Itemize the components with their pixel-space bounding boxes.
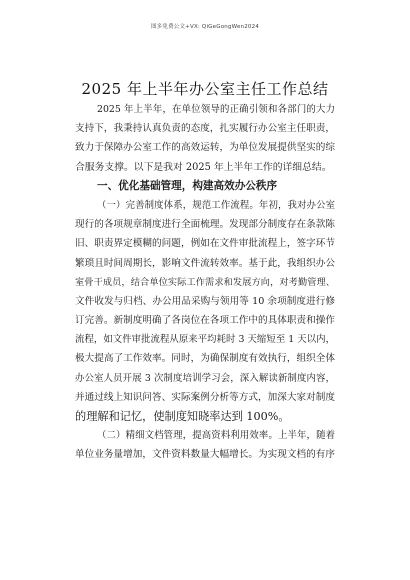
body-line: 办公室人员开展 3 次制度培训学习会，深入解读新制度内容，	[75, 372, 335, 384]
body-line: 极大提高了工作效率。同时，为确保制度有效执行，组织全体	[75, 353, 335, 365]
body-line: 室骨干成员，结合单位实际工作需求和发展方向，对考勤管理、	[75, 276, 335, 288]
body-line: 合服务支撑。以下是我对 2025 年上半年工作的详细总结。	[75, 161, 332, 173]
document-body	[75, 100, 335, 465]
body-line: 订完善。新制度明确了各岗位在各项工作中的具体职责和操作	[75, 315, 335, 327]
body-line: 流程，如文件审批流程从原来平均耗时 3 天缩短至 1 天以内，	[75, 334, 335, 346]
body-line: 支持下，我秉持认真负责的态度，扎实履行办公室主任职责，	[75, 123, 335, 135]
body-line: 致力于保障办公室工作的高效运转，为单位发展提供坚实的综	[75, 142, 335, 154]
body-line: 旧、职责界定模糊的问题，例如在文件审批流程上，签字环节	[75, 238, 335, 250]
body-line: 并通过线上知识问答、实际案例分析等方式，加深大家对制度	[75, 391, 335, 403]
body-line: （二）精细文档管理，提高资料利用效率。上半年，随着	[97, 430, 335, 442]
body-line: 文件收发与归档、办公用品采购与领用等 10 余项制度进行修	[75, 295, 335, 307]
section-heading: 一、优化基础管理，构建高效办公秩序	[97, 179, 278, 192]
body-line: 的理解和记忆，使制度知晓率达到 100%。	[75, 410, 290, 423]
body-line: 繁琐且时间周期长，影响文件流转效率。基于此，我组织办公	[75, 257, 335, 269]
body-line: 2025 年上半年，在单位领导的正确引领和各部门的大力	[97, 104, 335, 115]
body-line: （一）完善制度体系，规范工作流程。年初，我对办公室	[97, 199, 335, 211]
header-note: 图多免费公文+VX: QiGeGongWen2024	[150, 24, 260, 30]
body-line: 单位业务量增加，文件资料数量大幅增长。为实现文档的有序	[75, 449, 335, 461]
document-title: 2025 年上半年办公室主任工作总结	[81, 80, 329, 98]
body-line: 现行的各项规章制度进行全面梳理。发现部分制度存在条款陈	[75, 219, 335, 231]
